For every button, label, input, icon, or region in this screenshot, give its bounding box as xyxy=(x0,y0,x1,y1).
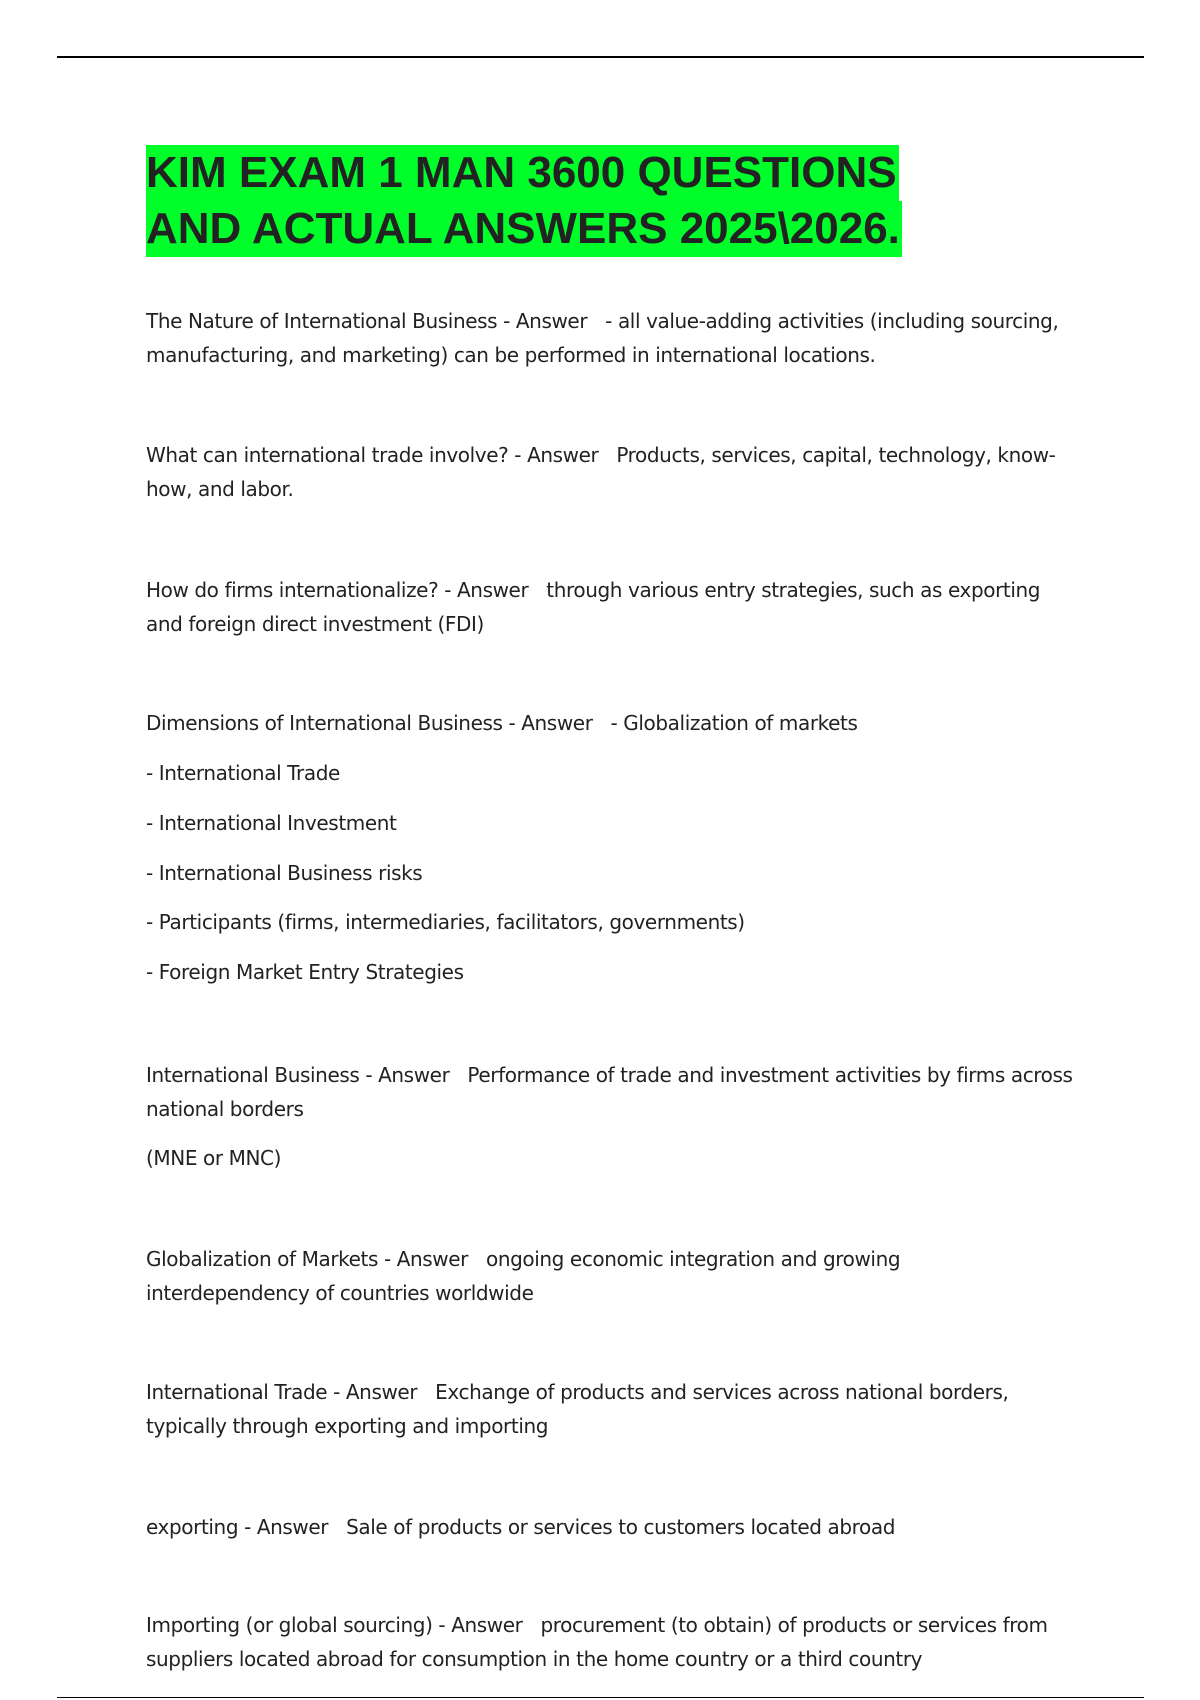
answer-text: typically through exporting and importing xyxy=(146,1414,549,1438)
qa-entry xyxy=(146,438,1096,506)
header-rule xyxy=(57,56,1144,58)
question-term: Dimensions of International Business - Answer xyxy=(146,711,593,735)
list-item: - International Investment xyxy=(146,811,397,835)
answer-text: - all value-adding activities (including sourcing, xyxy=(605,309,1059,333)
title-line-1: KIM EXAM 1 MAN 3600 QUESTIONS xyxy=(146,145,899,201)
answer-text: manufacturing, and marketing) can be performed in international locations. xyxy=(146,343,876,367)
qa-entry xyxy=(146,1058,1096,1126)
list-item: - International Business risks xyxy=(146,861,423,885)
qa-entry xyxy=(146,1608,1096,1676)
answer-text: ongoing economic integration and growing xyxy=(485,1247,901,1271)
answer-text: through various entry strategies, such as exporting xyxy=(546,578,1041,602)
question-term: The Nature of International Business - Answer xyxy=(146,309,588,333)
document-title xyxy=(146,145,1046,257)
list-item: - Foreign Market Entry Strategies xyxy=(146,960,464,984)
answer-text: Performance of trade and investment activities by firms across xyxy=(467,1063,1073,1087)
answer-text: Exchange of products and services across national borders, xyxy=(435,1380,1009,1404)
question-term: How do firms internationalize? - Answer xyxy=(146,578,529,602)
answer-note: (MNE or MNC) xyxy=(146,1146,282,1170)
answer-text: national borders xyxy=(146,1097,304,1121)
answer-text: Products, services, capital, technology, know- xyxy=(616,443,1056,467)
list-item: - Participants (firms, intermediaries, facilitators, governments) xyxy=(146,910,745,934)
list-item: - International Trade xyxy=(146,761,340,785)
question-term: What can international trade involve? - Answer xyxy=(146,443,599,467)
question-term: Importing (or global sourcing) - Answer xyxy=(146,1613,523,1637)
qa-entry xyxy=(146,706,1096,740)
answer-text: suppliers located abroad for consumption in the home country or a third country xyxy=(146,1647,923,1671)
answer-text: procurement (to obtain) of products or services from xyxy=(540,1613,1048,1637)
answer-text: and foreign direct investment (FDI) xyxy=(146,612,484,636)
question-term: International Business - Answer xyxy=(146,1063,450,1087)
qa-entry xyxy=(146,304,1096,372)
qa-entry xyxy=(146,1510,1096,1544)
footer-rule xyxy=(57,1697,1144,1698)
question-term: Globalization of Markets - Answer xyxy=(146,1247,468,1271)
qa-entry xyxy=(146,573,1096,641)
question-term: exporting - Answer xyxy=(146,1515,329,1539)
qa-entry xyxy=(146,1375,1096,1443)
answer-text: Sale of products or services to customers located abroad xyxy=(346,1515,896,1539)
title-line-2: AND ACTUAL ANSWERS 2025\2026. xyxy=(146,201,902,257)
question-term: International Trade - Answer xyxy=(146,1380,418,1404)
qa-entry xyxy=(146,1242,1096,1310)
answer-text: - Globalization of markets xyxy=(610,711,858,735)
answer-text: how, and labor. xyxy=(146,477,294,501)
answer-text: interdependency of countries worldwide xyxy=(146,1281,534,1305)
